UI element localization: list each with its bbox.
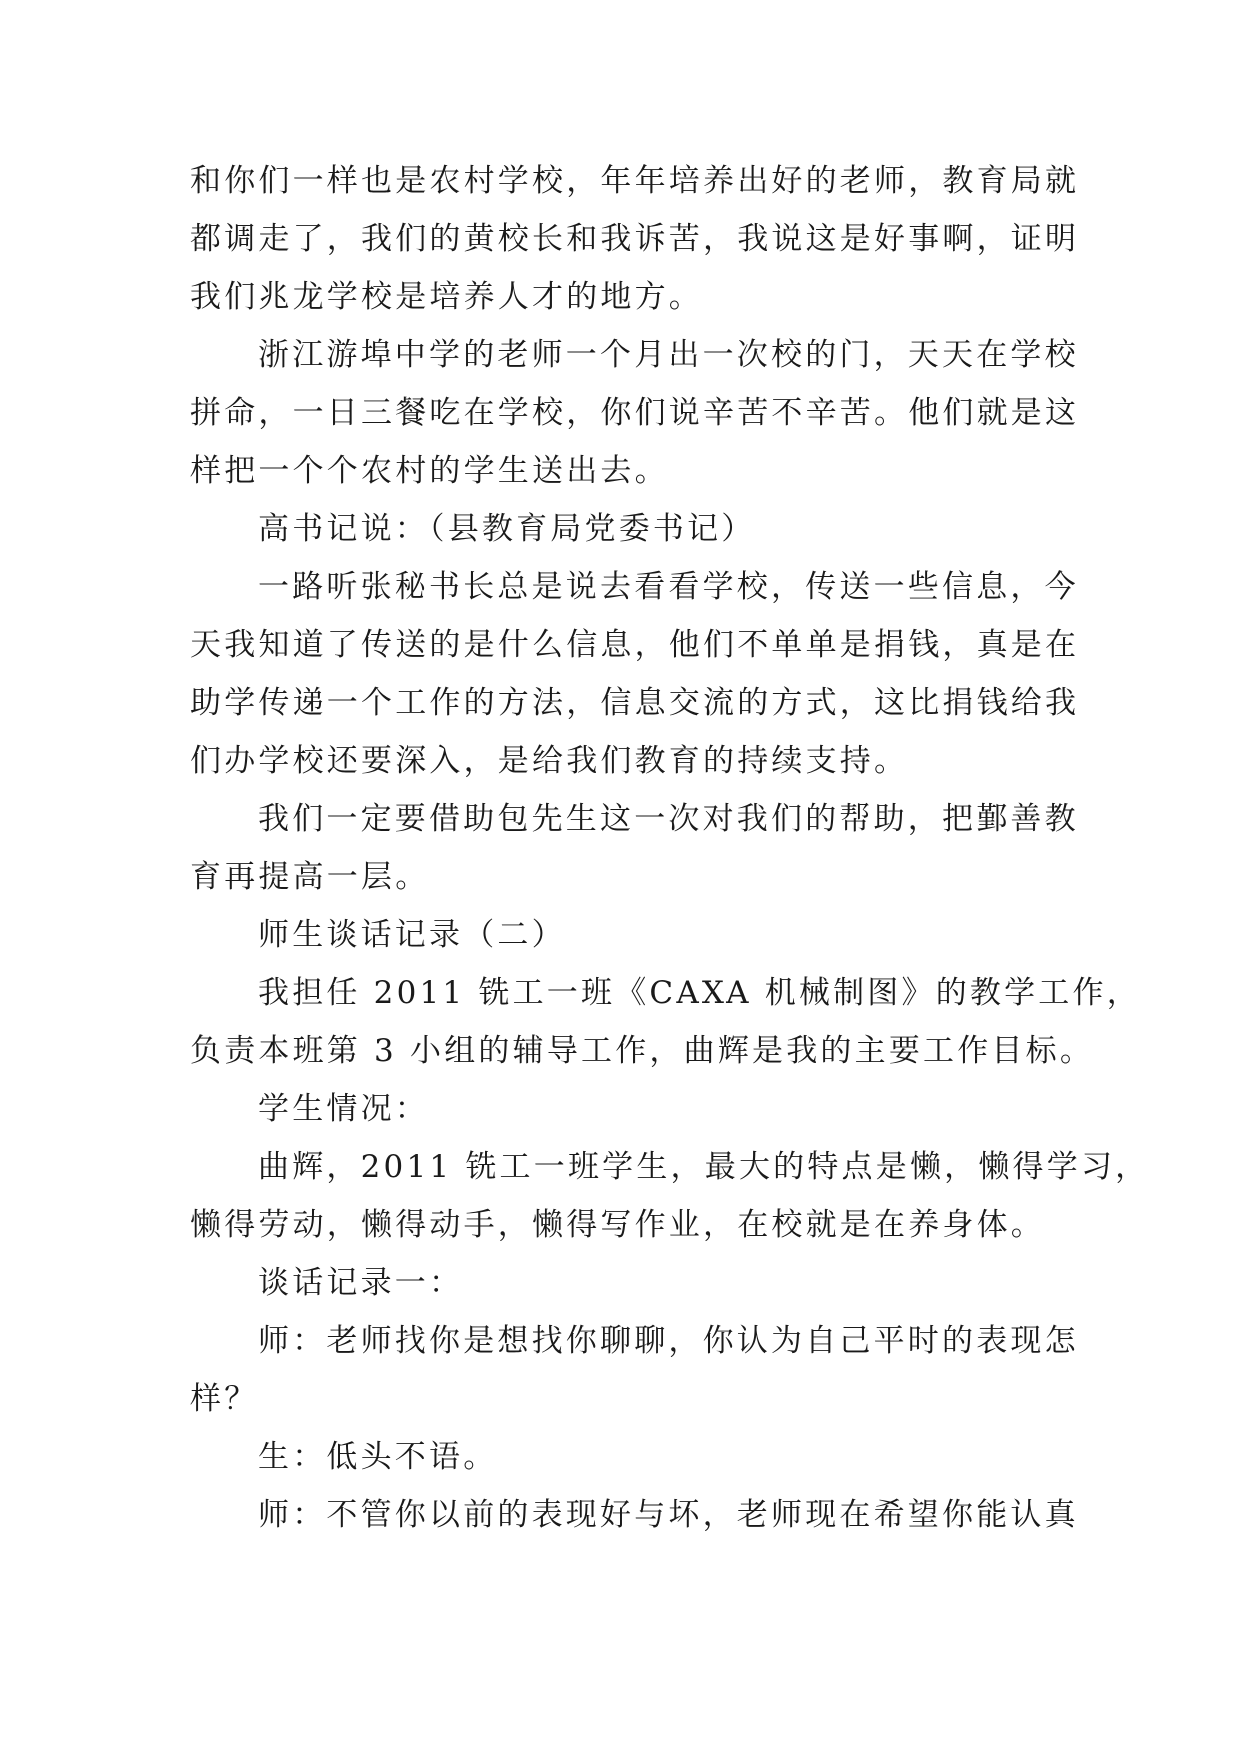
text-line: 助学传递一个工作的方法，信息交流的方式，这比捐钱给我 [190, 685, 1080, 721]
paragraph [190, 1138, 1150, 1254]
text-line: 学生情况： [258, 1091, 429, 1127]
text-line: 生：低头不语。 [258, 1439, 498, 1475]
text-line: 都调走了，我们的黄校长和我诉苦，我说这是好事啊，证明 [190, 221, 1080, 257]
text-line: 我们一定要借助包先生这一次对我们的帮助，把鄞善教 [258, 801, 1079, 837]
text-line: 懒得劳动，懒得动手，懒得写作业，在校就是在养身体。 [190, 1207, 1045, 1243]
text-line: 高书记说：（县教育局党委书记） [258, 511, 756, 547]
text-line: 天我知道了传送的是什么信息，他们不单单是捐钱，真是在 [190, 627, 1080, 663]
text-line: 师：老师找你是想找你聊聊，你认为自己平时的表现怎 [258, 1323, 1079, 1359]
paragraph [190, 326, 1090, 500]
text-line: 我们兆龙学校是培养人才的地方。 [190, 279, 703, 315]
paragraph [190, 964, 1141, 1080]
paragraph [190, 906, 1090, 964]
text-line: 师生谈话记录（二） [258, 917, 566, 953]
text-line: 负责本班第 3 小组的辅导工作，曲辉是我的主要工作目标。 [190, 1033, 1095, 1069]
paragraph [190, 790, 1090, 906]
text-line: 我担任 2011 铣工一班《CAXA 机械制图》的教学工作， [258, 975, 1141, 1011]
text-line: 样？ [190, 1381, 259, 1417]
text-line: 师：不管你以前的表现好与坏，老师现在希望你能认真 [258, 1497, 1079, 1533]
paragraph [190, 500, 1090, 558]
text-line: 样把一个个农村的学生送出去。 [190, 453, 669, 489]
paragraph [190, 558, 1090, 790]
paragraph [190, 1428, 1090, 1486]
text-line: 浙江游埠中学的老师一个月出一次校的门，天天在学校 [258, 337, 1079, 373]
text-line: 育再提高一层。 [190, 859, 430, 895]
paragraph [190, 1080, 1090, 1138]
document-body [190, 152, 1150, 1544]
text-line: 们办学校还要深入，是给我们教育的持续支持。 [190, 743, 909, 779]
text-line: 一路听张秘书长总是说去看看学校，传送一些信息，今 [258, 569, 1079, 605]
paragraph [190, 1486, 1090, 1544]
paragraph [190, 152, 1090, 326]
text-line: 和你们一样也是农村学校，年年培养出好的老师，教育局就 [190, 163, 1080, 199]
text-line: 拼命，一日三餐吃在学校，你们说辛苦不辛苦。他们就是这 [190, 395, 1080, 431]
text-line: 谈话记录一： [258, 1265, 464, 1301]
paragraph [190, 1312, 1090, 1428]
text-line: 曲辉，2011 铣工一班学生，最大的特点是懒，懒得学习， [258, 1149, 1150, 1185]
paragraph [190, 1254, 1090, 1312]
